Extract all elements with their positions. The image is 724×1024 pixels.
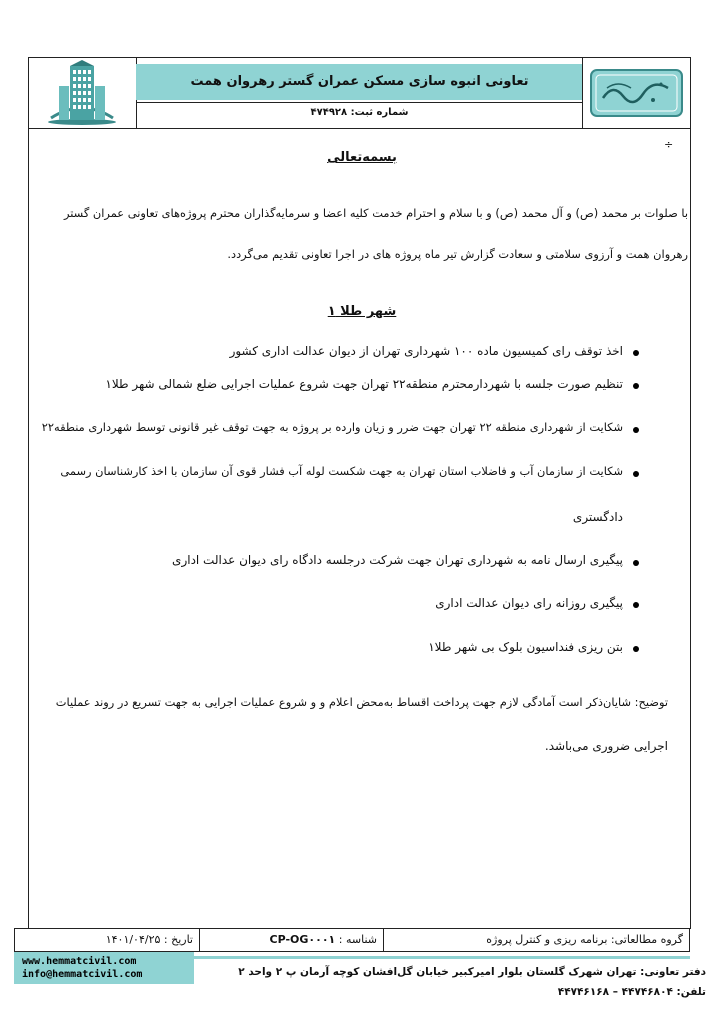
corner-mark: ÷ bbox=[664, 138, 674, 151]
list-item: تنظیم صورت جلسه با شهردارمحترم منطقه۲۲ تهران جهت شروع عملیات اجرایی ضلع شمالی شهر طلا۱ bbox=[105, 377, 623, 391]
list-item: شکایت از شهرداری منطقه ۲۲ تهران جهت ضرر و زیان وارده بر پروژه به جهت توقف غیر قانونی توسط شهرداری منطقه۲۲ bbox=[41, 420, 623, 434]
list-item: پیگیری ارسال نامه به شهرداری تهران جهت شرکت درجلسه دادگاه رای دیوان عدالت اداری bbox=[172, 553, 623, 567]
office-address: دفتر تعاونی: تهران شهرک گلستان بلوار امیرکبیر خیابان گل‌افشان کوچه آرمان پ ۲ واحد ۲ bbox=[238, 966, 706, 978]
letterhead-header bbox=[28, 57, 691, 129]
study-group: گروه مطالعاتی: برنامه ریزی و کنترل پروژه bbox=[486, 933, 683, 946]
note-line-1: توضیح: شایان‌ذکر است آمادگی لازم جهت پرداخت اقساط به‌محض اعلام و و شروع عملیات اجرایی به جهت تسریع در روند عملیات bbox=[55, 695, 668, 709]
logo-right bbox=[582, 58, 690, 128]
list-item: شکایت از سازمان آب و فاضلاب استان تهران به جهت شکست لوله آب فشار قوی آن سازمان با اخذ کارشناسان رسمی bbox=[60, 464, 623, 478]
bullet-dot bbox=[633, 350, 639, 356]
note-line-2: اجرایی ضروری می‌باشد. bbox=[544, 739, 668, 753]
section-title: شهر طلا ۱ bbox=[327, 304, 397, 319]
bullet-dot bbox=[633, 383, 639, 389]
website-link[interactable]: www.hemmatcivil.com bbox=[22, 956, 137, 967]
document-id bbox=[205, 929, 377, 951]
organization-title: تعاونی انبوه سازی مسکن عمران گستر رهروان همت bbox=[190, 74, 529, 89]
intro-line-1: با صلوات بر محمد (ص) و آل محمد (ص) و با سلام و احترام خدمت کلیه اعضا و سرمایه‌گذاران محترم پروژه‌های تعاونی عمران گستر bbox=[63, 206, 688, 220]
bullet-dot bbox=[633, 427, 639, 433]
document-id-value: CP-OG۰۰۰۱ bbox=[269, 933, 336, 946]
calligraphy-logo-icon bbox=[583, 58, 690, 128]
list-item-continuation: دادگستری bbox=[572, 510, 623, 524]
footer-separator bbox=[383, 929, 384, 951]
bullet-dot bbox=[633, 602, 639, 608]
office-phone: تلفن: ۴۴۷۴۶۸۰۴ – ۴۴۷۴۶۱۶۸ bbox=[557, 986, 706, 998]
footer-separator bbox=[199, 929, 200, 951]
bullet-dot bbox=[633, 471, 639, 477]
email-link[interactable]: info@hemmatcivil.com bbox=[22, 969, 143, 980]
building-logo-icon bbox=[29, 58, 136, 128]
list-item: بتن ریزی فنداسیون بلوک بی شهر طلا۱ bbox=[428, 640, 623, 654]
list-item: پیگیری روزانه رای دیوان عدالت اداری bbox=[435, 596, 623, 610]
document-id-label: شناسه : bbox=[338, 933, 377, 946]
bullet-dot bbox=[633, 560, 639, 566]
registration-number: شماره ثبت: ۴۷۴۹۲۸ bbox=[310, 107, 409, 118]
contact-box bbox=[14, 952, 194, 984]
intro-line-2: رهروان همت و آرزوی سلامتی و سعادت گزارش تیر ماه پروژه های در اجرا تعاونی تقدیم می‌گردد. bbox=[227, 247, 688, 261]
logo-left bbox=[29, 58, 137, 128]
footer-info-table bbox=[14, 928, 690, 952]
list-item: اخذ توقف رای کمیسیون ماده ۱۰۰ شهرداری تهران از دیوان عدالت اداری کشور bbox=[229, 344, 623, 358]
document-heading: بسمه‌تعالی bbox=[327, 150, 397, 165]
bullet-dot bbox=[633, 646, 639, 652]
document-date: تاریخ : ۱۴۰۱/۰۴/۲۵ bbox=[105, 933, 193, 946]
